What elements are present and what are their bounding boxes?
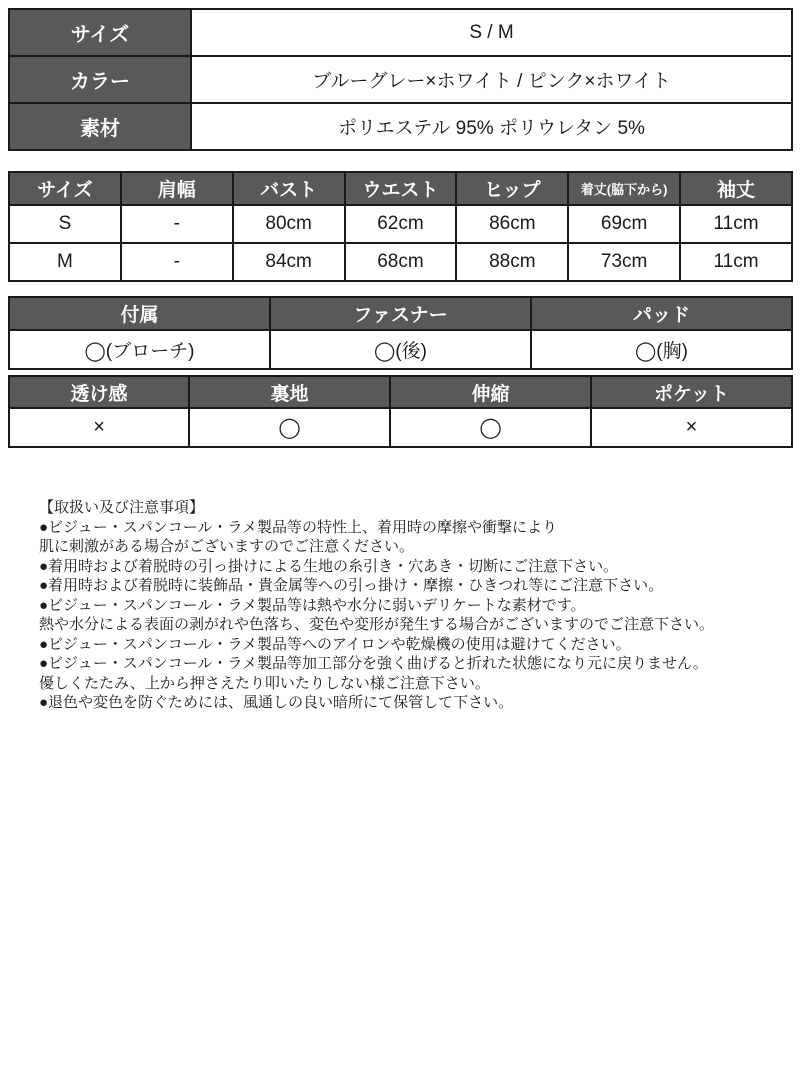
size-header-shoulder: 肩幅 — [121, 172, 233, 205]
feature-value-lining: ◯ — [189, 408, 390, 447]
feature-table — [8, 375, 793, 448]
accessory-value-attachment: ◯(ブローチ) — [9, 330, 270, 369]
table-header-row — [9, 172, 792, 205]
size-s-bust: 80cm — [233, 205, 345, 243]
care-note-line: ●ビジュー・スパンコール・ラメ製品等の特性上、着用時の摩擦や衝撃により — [39, 518, 558, 536]
care-notes-title: 【取扱い及び注意事項】 — [39, 499, 205, 516]
care-notes-section — [39, 498, 763, 713]
size-m-waist: 68cm — [345, 243, 457, 281]
feature-value-pocket: × — [591, 408, 792, 447]
size-header-sleeve: 袖丈 — [680, 172, 792, 205]
feature-header-pocket: ポケット — [591, 376, 792, 408]
table-row — [9, 408, 792, 447]
care-note-line: 肌に刺激がある場合がございますのでご注意ください。 — [39, 538, 415, 555]
info-value-color: ブルーグレー×ホワイト / ピンク×ホワイト — [191, 56, 792, 103]
accessory-header-fastener: ファスナー — [270, 297, 531, 330]
size-m-sleeve: 11cm — [680, 243, 792, 281]
size-m-bust: 84cm — [233, 243, 345, 281]
info-label-color: カラー — [9, 56, 191, 103]
accessory-header-pad: パッド — [531, 297, 792, 330]
table-row — [9, 9, 792, 56]
size-measurement-table — [8, 171, 793, 282]
care-note-line: 熱や水分による表面の剥がれや色落ち、変色や変形が発生する場合がございますのでご注意下さい。 — [39, 616, 715, 633]
care-note-line: ●着用時および着脱時の引っ掛けによる生地の糸引き・穴あき・切断にご注意下さい。 — [39, 557, 619, 575]
care-note-line: ●ビジュー・スパンコール・ラメ製品等は熱や水分に弱いデリケートな素材です。 — [39, 596, 586, 614]
product-info-table — [8, 8, 793, 151]
size-m-shoulder: - — [121, 243, 233, 281]
care-note-line: ●退色や変色を防ぐためには、風通しの良い暗所にて保管して下さい。 — [39, 694, 514, 711]
size-header-waist: ウエスト — [345, 172, 457, 205]
care-note-line: ●ビジュー・スパンコール・ラメ製品等加工部分を強く曲げると折れた状態になり元に戻りません。 — [39, 655, 708, 672]
size-s-shoulder: - — [121, 205, 233, 243]
care-note-line: 優しくたたみ、上から押さえたり叩いたりしない様ご注意下さい。 — [39, 674, 490, 692]
info-label-material: 素材 — [9, 103, 191, 150]
info-value-material: ポリエステル 95% ポリウレタン 5% — [191, 103, 792, 150]
size-s-label: S — [9, 205, 121, 243]
care-note-line: ●着用時および着脱時に装飾品・貴金属等への引っ掛け・摩擦・ひきつれ等にご注意下さい。 — [39, 577, 664, 594]
accessory-header-attachment: 付属 — [9, 297, 270, 330]
accessory-value-fastener: ◯(後) — [270, 330, 531, 369]
table-row — [9, 330, 792, 369]
table-row — [9, 103, 792, 150]
size-s-sleeve: 11cm — [680, 205, 792, 243]
table-header-row — [9, 297, 792, 330]
size-m-hip: 88cm — [456, 243, 568, 281]
size-header-size: サイズ — [9, 172, 121, 205]
size-s-waist: 62cm — [345, 205, 457, 243]
size-header-hip: ヒップ — [456, 172, 568, 205]
accessory-table — [8, 296, 793, 370]
size-m-label: M — [9, 243, 121, 281]
accessory-value-pad: ◯(胸) — [531, 330, 792, 369]
table-row — [9, 56, 792, 103]
feature-header-stretch: 伸縮 — [390, 376, 591, 408]
size-m-length: 73cm — [568, 243, 680, 281]
care-note-line: ●ビジュー・スパンコール・ラメ製品等へのアイロンや乾燥機の使用は避けてください。 — [39, 635, 631, 653]
size-header-bust: バスト — [233, 172, 345, 205]
table-row-size-m — [9, 243, 792, 281]
size-header-length: 着丈(脇下から) — [568, 172, 680, 205]
feature-value-sheerness: × — [9, 408, 189, 447]
size-s-hip: 86cm — [456, 205, 568, 243]
size-s-length: 69cm — [568, 205, 680, 243]
table-row-size-s — [9, 205, 792, 243]
feature-header-lining: 裏地 — [189, 376, 390, 408]
info-label-size: サイズ — [9, 9, 191, 56]
feature-value-stretch: ◯ — [390, 408, 591, 447]
table-header-row — [9, 376, 792, 408]
feature-header-sheerness: 透け感 — [9, 376, 189, 408]
info-value-size: S / M — [191, 9, 792, 56]
